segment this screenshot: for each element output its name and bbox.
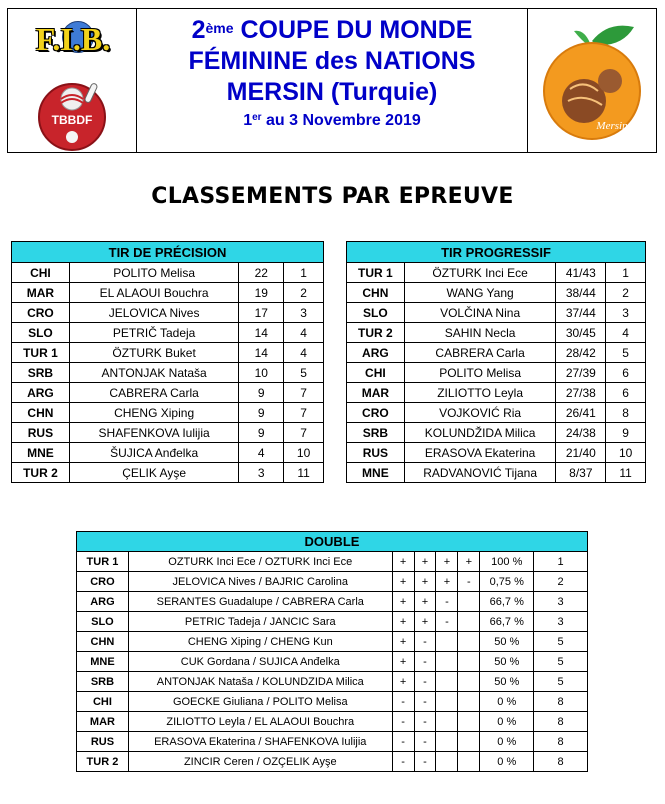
result-round-4 [458,652,480,672]
title-line-2: FÉMININE des NATIONS [188,47,476,75]
result-round-3 [436,692,458,712]
table-row [77,712,588,732]
country-code: TUR 2 [347,323,405,343]
team-names: CUK Gordana / SUJICA Anđelka [128,652,392,672]
table-row [77,572,588,592]
table-row [347,303,646,323]
table-row [12,443,324,463]
rank: 8 [534,692,588,712]
rank: 11 [606,463,646,483]
player-name: ÇELIK Ayşe [69,463,239,483]
result-round-1: + [392,632,414,652]
rank: 2 [284,283,324,303]
result-round-4 [458,732,480,752]
result-round-4 [458,692,480,712]
country-code: ARG [347,343,405,363]
tir-precision-table [11,241,324,483]
result-round-3 [436,732,458,752]
result-round-3 [436,632,458,652]
rank: 6 [606,383,646,403]
country-code: CHN [347,283,405,303]
result-round-2: + [414,572,436,592]
result-round-2: + [414,552,436,572]
score: 41/43 [556,263,606,283]
table-row [12,323,324,343]
team-names: SERANTES Guadalupe / CABRERA Carla [128,592,392,612]
country-code: SRB [12,363,70,383]
rank: 1 [284,263,324,283]
tbbdf-logo-text: TBBDF [51,113,93,127]
table-row [77,652,588,672]
rank: 1 [534,552,588,572]
player-name: ANTONJAK Nataša [69,363,239,383]
tbbdf-logo [35,77,109,151]
team-names: CHENG Xiping / CHENG Kun [128,632,392,652]
win-percentage: 100 % [480,552,534,572]
player-name: CABRERA Carla [69,383,239,403]
score: 26/41 [556,403,606,423]
table-row [347,423,646,443]
result-round-1: - [392,692,414,712]
title-line-1: 2ème COUPE DU MONDE [191,16,473,44]
rank: 6 [606,363,646,383]
rank: 8 [606,403,646,423]
result-round-3 [436,752,458,772]
player-name: ERASOVA Ekaterina [404,443,556,463]
win-percentage: 66,7 % [480,612,534,632]
player-name: ŠUJICA Anđelka [69,443,239,463]
country-code: CRO [77,572,129,592]
win-percentage: 50 % [480,652,534,672]
result-round-1: + [392,672,414,692]
country-code: MNE [77,652,129,672]
result-round-3: - [436,612,458,632]
result-round-2: - [414,632,436,652]
score: 9 [239,423,284,443]
score: 21/40 [556,443,606,463]
country-code: RUS [77,732,129,752]
player-name: WANG Yang [404,283,556,303]
rank: 4 [284,323,324,343]
rank: 7 [284,383,324,403]
rank: 10 [606,443,646,463]
score: 28/42 [556,343,606,363]
result-round-1: - [392,712,414,732]
score: 10 [239,363,284,383]
country-code: MAR [12,283,70,303]
rank: 5 [534,652,588,672]
rank: 10 [284,443,324,463]
result-round-1: - [392,732,414,752]
result-round-3 [436,712,458,732]
player-name: SAHIN Necla [404,323,556,343]
rank: 7 [284,403,324,423]
result-round-1: + [392,612,414,632]
header-title-block [137,9,527,152]
country-code: RUS [347,443,405,463]
rank: 1 [606,263,646,283]
table-row [12,423,324,443]
player-name: VOJKOVIĆ Ria [404,403,556,423]
mersin-orange-logo-icon [538,19,646,145]
country-code: SRB [347,423,405,443]
table-row [12,283,324,303]
table-row [12,263,324,283]
score: 27/39 [556,363,606,383]
country-code: CHI [12,263,70,283]
title-line-3: MERSIN (Turquie) [226,78,438,106]
table-row [347,363,646,383]
team-names: PETRIC Tadeja / JANCIC Sara [128,612,392,632]
player-name: ZILIOTTO Leyla [404,383,556,403]
fib-logo-text: F.I.B. [35,21,111,57]
result-round-4 [458,752,480,772]
table-row [12,383,324,403]
country-code: TUR 2 [77,752,129,772]
rank: 3 [534,592,588,612]
table-row [77,612,588,632]
table-row [12,303,324,323]
rank: 2 [606,283,646,303]
score: 22 [239,263,284,283]
score: 14 [239,343,284,363]
table-row [77,632,588,652]
country-code: TUR 1 [347,263,405,283]
country-code: CHN [12,403,70,423]
rank: 5 [534,632,588,652]
double-rows [77,552,588,772]
result-round-2: - [414,752,436,772]
team-names: ERASOVA Ekaterina / SHAFENKOVA Iulijia [128,732,392,752]
event-dates: 1er au 3 Novembre 2019 [243,112,421,129]
table-row [347,283,646,303]
player-name: CHENG Xiping [69,403,239,423]
player-name: EL ALAOUI Bouchra [69,283,239,303]
player-name: VOLČINA Nina [404,303,556,323]
table-row [77,672,588,692]
result-round-1: + [392,572,414,592]
table-row [77,752,588,772]
player-name: SHAFENKOVA Iulijia [69,423,239,443]
player-name: RADVANOVIĆ Tijana [404,463,556,483]
rank: 11 [284,463,324,483]
result-round-1: + [392,552,414,572]
team-names: ZILIOTTO Leyla / EL ALAOUI Bouchra [128,712,392,732]
tir-precision-title: TIR DE PRÉCISION [12,242,324,263]
win-percentage: 66,7 % [480,592,534,612]
country-code: TUR 2 [12,463,70,483]
section-title: CLASSEMENTS PAR EPREUVE [151,184,514,209]
score: 9 [239,403,284,423]
result-round-1: + [392,592,414,612]
result-round-4 [458,672,480,692]
table-row [12,363,324,383]
score: 38/44 [556,283,606,303]
result-round-4: - [458,572,480,592]
result-round-2: + [414,612,436,632]
table-row [77,692,588,712]
table-row [347,323,646,343]
country-code: TUR 1 [12,343,70,363]
country-code: ARG [12,383,70,403]
rank: 9 [606,423,646,443]
result-round-2: + [414,592,436,612]
rank: 3 [534,612,588,632]
result-round-4 [458,632,480,652]
fib-logo [16,21,130,57]
table-row [77,732,588,752]
country-code: SLO [12,323,70,343]
country-code: SLO [77,612,129,632]
country-code: CHI [77,692,129,712]
event-header [7,8,657,153]
rank: 2 [534,572,588,592]
result-round-2: - [414,692,436,712]
header-right-logo [527,9,656,152]
player-name: PETRIČ Tadeja [69,323,239,343]
country-code: ARG [77,592,129,612]
result-round-4 [458,712,480,732]
country-code: SLO [347,303,405,323]
rank: 5 [606,343,646,363]
result-round-2: - [414,672,436,692]
result-round-4 [458,592,480,612]
result-round-2: - [414,712,436,732]
country-code: CRO [347,403,405,423]
win-percentage: 50 % [480,672,534,692]
header-left-logos [8,9,137,152]
table-row [77,592,588,612]
rank: 3 [284,303,324,323]
score: 4 [239,443,284,463]
result-round-3 [436,672,458,692]
country-code: MAR [77,712,129,732]
player-name: ÖZTURK Buket [69,343,239,363]
score: 14 [239,323,284,343]
player-name: POLITO Melisa [69,263,239,283]
mersin-logo-text: Mersin [596,120,628,132]
team-names: OZTURK Inci Ece / OZTURK Inci Ece [128,552,392,572]
table-row [347,383,646,403]
score: 27/38 [556,383,606,403]
tir-precision-rows [12,263,324,483]
country-code: CRO [12,303,70,323]
score: 8/37 [556,463,606,483]
table-row [12,403,324,423]
team-names: ANTONJAK Nataša / KOLUNDZIDA Milica [128,672,392,692]
win-percentage: 0 % [480,752,534,772]
rank: 4 [284,343,324,363]
table-row [347,263,646,283]
country-code: MAR [347,383,405,403]
result-round-1: - [392,752,414,772]
result-round-2: - [414,652,436,672]
double-table [76,531,588,772]
team-names: GOECKE Giuliana / POLITO Melisa [128,692,392,712]
rank: 3 [606,303,646,323]
score: 19 [239,283,284,303]
result-round-3: + [436,572,458,592]
double-title: DOUBLE [77,532,588,552]
team-names: JELOVICA Nives / BAJRIC Carolina [128,572,392,592]
country-code: MNE [347,463,405,483]
rank: 5 [534,672,588,692]
result-round-4 [458,612,480,632]
player-name: CABRERA Carla [404,343,556,363]
win-percentage: 50 % [480,632,534,652]
tir-progressif-rows [347,263,646,483]
player-name: POLITO Melisa [404,363,556,383]
score: 37/44 [556,303,606,323]
tir-progressif-table [346,241,646,483]
country-code: CHI [347,363,405,383]
score: 9 [239,383,284,403]
player-name: JELOVICA Nives [69,303,239,323]
player-name: KOLUNDŽIDA Milica [404,423,556,443]
country-code: RUS [12,423,70,443]
score: 30/45 [556,323,606,343]
country-code: CHN [77,632,129,652]
table-row [12,343,324,363]
table-row [347,343,646,363]
table-row [77,552,588,572]
result-round-1: + [392,652,414,672]
win-percentage: 0,75 % [480,572,534,592]
score: 3 [239,463,284,483]
rank: 7 [284,423,324,443]
table-row [347,403,646,423]
team-names: ZINCIR Ceren / OZÇELIK Ayşe [128,752,392,772]
country-code: SRB [77,672,129,692]
country-code: MNE [12,443,70,463]
rank: 4 [606,323,646,343]
win-percentage: 0 % [480,732,534,752]
table-row [347,443,646,463]
rank: 8 [534,752,588,772]
player-name: ÖZTURK Inci Ece [404,263,556,283]
rank: 8 [534,712,588,732]
result-round-3: + [436,552,458,572]
win-percentage: 0 % [480,692,534,712]
result-round-2: - [414,732,436,752]
result-round-3 [436,652,458,672]
result-round-3: - [436,592,458,612]
score: 24/38 [556,423,606,443]
result-round-4: + [458,552,480,572]
rank: 5 [284,363,324,383]
table-row [12,463,324,483]
table-row [347,463,646,483]
rank: 8 [534,732,588,752]
score: 17 [239,303,284,323]
win-percentage: 0 % [480,712,534,732]
tir-progressif-title: TIR PROGRESSIF [347,242,646,263]
country-code: TUR 1 [77,552,129,572]
